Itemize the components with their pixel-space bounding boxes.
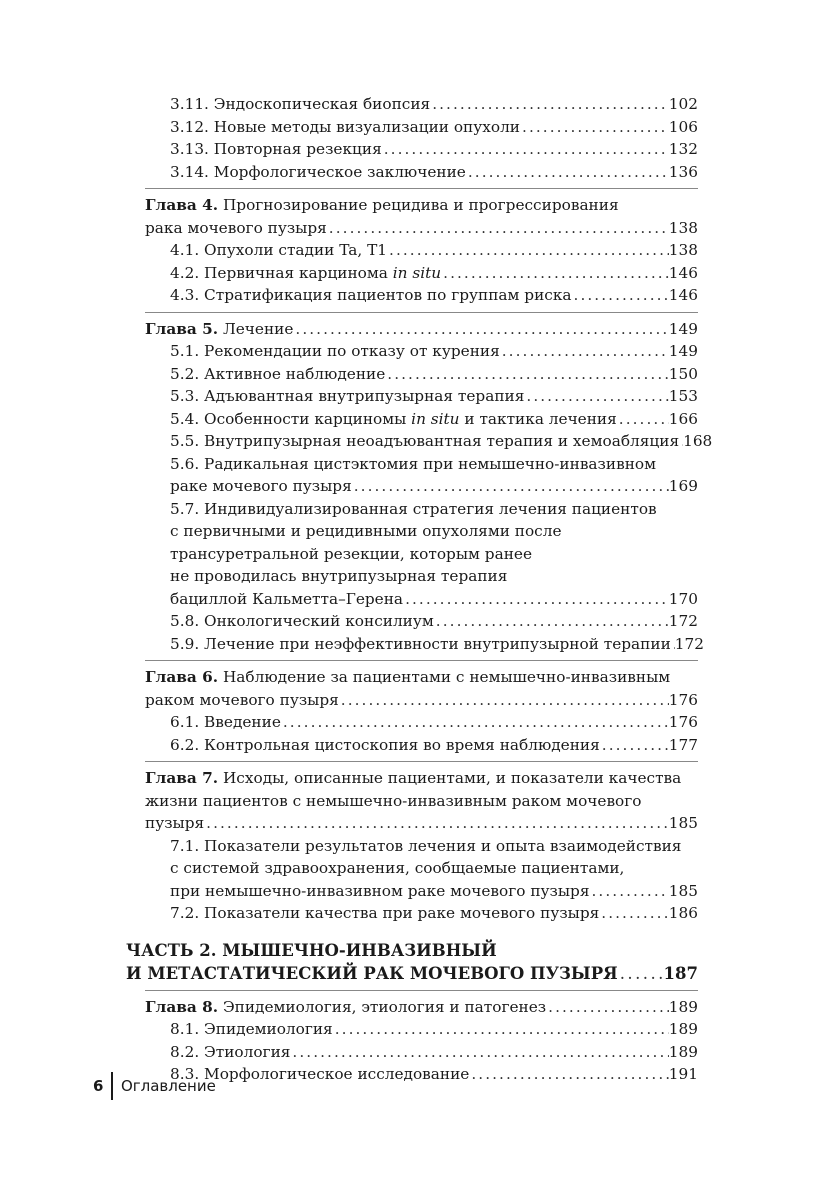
dot-leader <box>599 902 669 925</box>
chapter-separator <box>145 990 698 991</box>
entry-title-line: с первичными и рецидивными опухолями после <box>170 522 562 540</box>
toc-chapter-entry[interactable] <box>126 318 698 341</box>
entry-title-text: 5.4. Особенности карциномы <box>170 409 412 428</box>
entry-title-text: и тактика лечения <box>459 409 617 428</box>
chapter-number: Глава 4. <box>145 196 219 214</box>
toc-section-entry[interactable] <box>126 239 698 262</box>
toc-section-entry[interactable] <box>126 161 698 184</box>
page-footer <box>93 1072 216 1100</box>
entry-title-text: 3.13. Повторная резекция <box>170 140 382 158</box>
dot-leader <box>352 475 669 498</box>
entry-title-text: 4.1. Опухоли стадии Ta, T1 <box>170 241 388 259</box>
page-ref: 186 <box>668 904 698 922</box>
page-ref: 153 <box>668 387 698 405</box>
chapter-number: Глава 8. <box>145 997 219 1016</box>
toc-section-entry[interactable] <box>126 93 698 116</box>
entry-title-text: 6.2. Контрольная цистоскопия во время наблюдения <box>170 735 600 754</box>
entry-title-text: раке мочевого пузыря <box>170 477 352 495</box>
toc-chapter-entry[interactable] <box>126 194 698 239</box>
entry-title-line: 5.6. Радикальная цистэктомия при немышечно-инвазивном <box>170 454 657 473</box>
entry-title-text: 3.14. Морфологическое заключение <box>170 162 466 181</box>
chapter-number: Глава 7. <box>145 769 219 787</box>
dot-leader <box>590 880 669 903</box>
footer-divider <box>111 1072 113 1100</box>
page-ref: 176 <box>668 713 698 731</box>
entry-title-text: 8.2. Этиология <box>170 1042 291 1061</box>
toc-section-entry[interactable] <box>126 734 698 757</box>
dot-leader <box>500 340 669 363</box>
entry-title-line: 5.7. Индивидуализированная стратегия лечения пациентов <box>170 499 657 518</box>
entry-title-text: 8.3. Морфологическое исследование <box>170 1065 470 1083</box>
entry-title-text: 6.1. Введение <box>170 713 281 731</box>
toc-section-entry[interactable] <box>126 430 713 453</box>
table-of-contents <box>126 93 713 1086</box>
page-ref: 149 <box>668 319 698 338</box>
toc-section-entry[interactable] <box>126 902 698 925</box>
toc-section-entry[interactable] <box>126 340 698 363</box>
dot-leader <box>524 385 668 408</box>
entry-title-line: с системой здравоохранения, сообщаемые пациентами, <box>170 859 625 877</box>
entry-title-text: 3.12. Новые методы визуализации опухоли <box>170 117 521 136</box>
dot-leader <box>327 217 669 240</box>
page-ref: 172 <box>668 612 698 630</box>
dot-leader <box>281 711 669 734</box>
chapter-separator <box>145 312 698 313</box>
entry-title-text: 4.2. Первичная карцинома <box>170 263 393 282</box>
dot-leader <box>204 812 669 835</box>
dot-leader <box>339 689 669 712</box>
chapter-title-text: Лечение <box>218 319 294 338</box>
entry-title-text: 4.3. Стратификация пациентов по группам риска <box>170 286 572 304</box>
chapter-title-text: Наблюдение за пациентами с немышечно-инвазивным <box>218 668 671 686</box>
toc-section-entry[interactable] <box>126 610 698 633</box>
toc-section-entry[interactable] <box>126 116 698 139</box>
dot-leader <box>441 262 669 285</box>
page-ref: 189 <box>668 997 698 1016</box>
chapter-number: Глава 6. <box>145 668 219 686</box>
dot-leader <box>618 962 664 985</box>
page-ref: 146 <box>668 263 698 282</box>
page-ref: 138 <box>668 218 698 237</box>
entry-title-line: ЧАСТЬ 2. МЫШЕЧНО-ИНВАЗИВНЫЙ <box>126 940 497 960</box>
dot-leader <box>572 284 669 307</box>
toc-section-entry[interactable] <box>126 262 698 285</box>
dot-leader <box>469 1063 668 1086</box>
dot-leader <box>466 161 669 184</box>
toc-section-entry[interactable] <box>126 138 698 161</box>
toc-chapter-entry[interactable] <box>126 767 698 835</box>
toc-section-entry[interactable] <box>126 284 698 307</box>
page-ref: 102 <box>668 95 698 113</box>
entry-title-text: при немышечно-инвазивном раке мочевого пузыря <box>170 881 590 900</box>
page-ref: 136 <box>668 162 698 181</box>
entry-title-text: раком мочевого пузыря <box>145 690 339 709</box>
chapter-title-text: Эпидемиология, этиология и патогенез <box>218 997 547 1016</box>
toc-chapter-entry[interactable] <box>126 666 698 711</box>
page-ref: 189 <box>668 1042 698 1061</box>
page-ref: 106 <box>668 117 698 136</box>
page-ref: 146 <box>668 286 698 304</box>
dot-leader <box>430 93 669 116</box>
page-ref: 169 <box>668 477 698 495</box>
page-ref: 187 <box>663 963 698 983</box>
entry-title-text: 7.2. Показатели качества при раке мочевого пузыря <box>170 904 600 922</box>
toc-section-entry[interactable] <box>126 385 698 408</box>
entry-title-text: И МЕТАСТАТИЧЕСКИЙ РАК МОЧЕВОГО ПУЗЫРЯ <box>126 963 618 983</box>
dot-leader <box>617 408 669 431</box>
page-ref: 191 <box>668 1065 698 1083</box>
toc-part-entry[interactable] <box>126 939 698 985</box>
entry-title-text: пузыря <box>145 814 205 832</box>
chapter-separator <box>145 188 698 189</box>
page-ref: 132 <box>668 140 698 158</box>
entry-title-text: 5.8. Онкологический консилиум <box>170 612 434 630</box>
page-ref: 138 <box>668 241 698 259</box>
toc-section-entry[interactable] <box>126 408 698 431</box>
dot-leader <box>403 588 669 611</box>
page-ref: 185 <box>668 814 698 832</box>
entry-title-italic: in situ <box>411 409 460 428</box>
entry-title-text: бациллой Кальметта–Герена <box>170 589 404 608</box>
entry-title-text: 5.5. Внутрипузырная неоадъювантная терапия и хемоабляция <box>170 432 680 450</box>
toc-section-entry[interactable] <box>126 633 704 656</box>
page-number: 6 <box>93 1077 104 1095</box>
dot-leader <box>290 1041 668 1064</box>
entry-title-text: 3.11. Эндоскопическая биопсия <box>170 95 431 113</box>
entry-title-text: 8.1. Эпидемиология <box>170 1020 333 1038</box>
toc-section-entry[interactable] <box>126 711 698 734</box>
entry-title-text: 5.9. Лечение при неэффективности внутрипузырной терапии <box>170 634 671 653</box>
toc-section-entry[interactable] <box>126 453 698 498</box>
toc-chapter-entry[interactable] <box>126 996 698 1019</box>
chapter-title-text: Прогнозирование рецидива и прогрессирования <box>218 196 619 214</box>
dot-leader <box>600 734 669 757</box>
entry-title-line: не проводилась внутрипузырная терапия <box>170 567 508 585</box>
dot-leader <box>382 138 669 161</box>
entry-title-line: трансуретральной резекции, которым ранее <box>170 544 533 563</box>
page-ref: 170 <box>668 589 698 608</box>
chapter-title-text: Исходы, описанные пациентами, и показатели качества <box>218 769 682 787</box>
page-ref: 176 <box>668 690 698 709</box>
dot-leader <box>546 996 669 1019</box>
toc-section-entry[interactable] <box>126 1041 698 1064</box>
chapter-separator <box>145 660 698 661</box>
chapter-number: Глава 5. <box>145 319 219 338</box>
toc-section-entry[interactable] <box>126 498 698 611</box>
entry-title-text: рака мочевого пузыря <box>145 218 327 237</box>
toc-section-entry[interactable] <box>126 835 698 903</box>
dot-leader <box>293 318 668 341</box>
entry-title-text: 5.2. Активное наблюдение <box>170 364 386 383</box>
page-ref: 166 <box>668 409 698 428</box>
footer-section-label: Оглавление <box>120 1077 216 1095</box>
page-ref: 185 <box>668 881 698 900</box>
page-ref: 189 <box>668 1020 698 1038</box>
dot-leader <box>387 239 669 262</box>
page-ref: 172 <box>674 634 704 653</box>
entry-title-text: 5.3. Адъювантная внутрипузырная терапия <box>170 387 525 405</box>
page-ref: 177 <box>668 735 698 754</box>
dot-leader <box>434 610 669 633</box>
page-ref: 150 <box>668 364 698 383</box>
page-ref: 149 <box>668 342 698 360</box>
entry-title-line: жизни пациентов с немышечно-инвазивным раком мочевого <box>145 791 642 810</box>
entry-title-line: 7.1. Показатели результатов лечения и опыта взаимодействия <box>170 836 682 855</box>
entry-title-italic: in situ <box>392 263 442 282</box>
dot-leader <box>520 116 669 139</box>
entry-title-text: 5.1. Рекомендации по отказу от курения <box>170 342 500 360</box>
page-ref: 168 <box>683 432 713 450</box>
toc-section-entry[interactable] <box>126 1018 698 1041</box>
dot-leader <box>333 1018 669 1041</box>
toc-section-entry[interactable] <box>126 363 698 386</box>
dot-leader <box>385 363 669 386</box>
chapter-separator <box>145 761 698 762</box>
